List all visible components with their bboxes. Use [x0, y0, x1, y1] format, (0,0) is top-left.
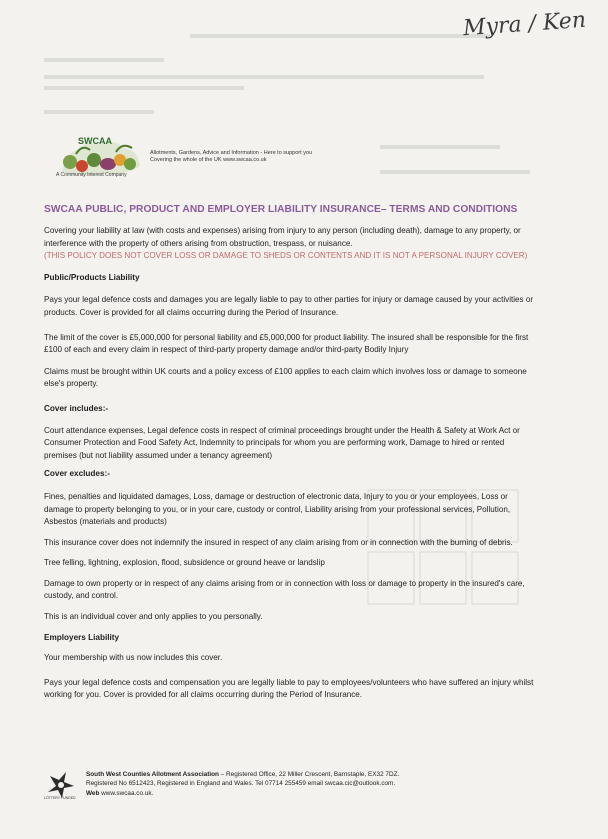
employers-paragraph-2: Pays your legal defence costs and compensation you are legally liable to pay to employees/volunteers who have suffered an injury whilst working for you. Cover is provided for all claims occurring during the Period of Insurance.: [44, 677, 534, 700]
footer: [44, 770, 544, 810]
document-title: SWCAA PUBLIC, PRODUCT AND EMPLOYER LIABILITY INSURANCE– TERMS AND CONDITIONS: [44, 204, 518, 215]
footer-web-label: Web: [86, 789, 100, 797]
logo-line-1: Allotments, Gardens, Advice and Information - Here to support you: [150, 150, 313, 156]
public-paragraph-3: Claims must be brought within UK courts and a policy excess of £100 applies to each claim which involves loss or damage to someone else's property.: [44, 366, 527, 389]
footer-web-url: www.swcaa.co.uk.: [99, 789, 154, 797]
footer-line-1: [86, 770, 399, 779]
includes-paragraph: Court attendance expenses, Legal defence costs in respect of criminal proceedings brought under the Health & Safety at Work Act or Consumer Protection and Food Safety Act, Indemnity to principals for whom you are performing work, Damage to hired or rented premises (but not liability assumed under a tenancy agreement): [44, 425, 520, 460]
footer-line-3: [86, 789, 399, 798]
heading-cover-excludes: Cover excludes:-: [44, 469, 110, 479]
heading-cover-includes: Cover includes:-: [44, 403, 109, 413]
public-paragraph-2: The limit of the cover is £5,000,000 for personal liability and £5,000,000 for product liability. The insured shall be responsible for the first £100 of each and every claim in respect of third-party property damage and/or third-party Bodily Injury: [44, 332, 529, 355]
excludes-paragraph-3: Tree felling, lightning, explosion, flood, subsidence or ground heave or landslip: [44, 558, 325, 568]
footer-office: – Registered Office, 22 Miller Crescent, Barnstaple, EX32 7DZ.: [218, 771, 400, 778]
intro-exclusion-note: (THIS POLICY DOES NOT COVER LOSS OR DAMAGE TO SHEDS OR CONTENTS AND IT IS NOT A PERSONAL INJURY COVER): [44, 251, 528, 261]
excludes-paragraph-4: Damage to own property or in respect of any claims arising from or in connection with loss or damage to property in the insured's care, custody, and control.: [44, 578, 525, 601]
public-paragraph-1: Pays your legal defence costs and damages you are legally liable to pay to other parties for injury or damage caused by your activities or products. Cover is provided for all claims occurring during the Period of Insurance.: [44, 295, 534, 317]
intro-paragraph: [44, 225, 534, 263]
logo-line-2: Covering the whole of the UK www.swcaa.co.uk: [150, 157, 267, 163]
terms-content: [44, 204, 534, 702]
employers-paragraph-1: Your membership with us now includes this cover.: [44, 653, 223, 663]
logo-wordmark: SWCAA: [78, 136, 112, 146]
footer-address: [86, 770, 399, 798]
excludes-paragraph-1: Fines, penalties and liquidated damages, Loss, damage or destruction of electronic data, Injury to you or your employees, Loss or damage to property belonging to you, or in your care, custody or control, Liability arising from your professional services, Pollution, Asbestos (materials and products): [44, 491, 511, 527]
lottery-funded-label: LOTTERY FUNDED: [44, 796, 76, 800]
swcaa-logo-block: [52, 132, 372, 182]
heading-employers-liability: Employers Liability: [44, 632, 120, 642]
excludes-paragraph-5: This is an individual cover and only applies to you personally.: [44, 612, 263, 622]
footer-org-name: South West Counties Allotment Association: [86, 771, 219, 778]
excludes-paragraph-2: This insurance cover does not indemnify the insured in respect of any claim arising from or in connection with the burning of debris.: [44, 537, 513, 547]
intro-text: Covering your liability at law (with costs and expenses) arising from injury to any person (including death), damage to any property, or interference with the property of others arising from obstruction, trespass, or nuisance.: [44, 226, 521, 248]
footer-line-2: Registered No 6512423, Registered in England and Wales. Tel 07714 255459 email swcaa.cic@outlook.com.: [86, 780, 396, 788]
logo-tagline: A Community Interest Company: [56, 172, 127, 178]
handwritten-note: Myra / Ken: [462, 7, 587, 42]
logo-description: [150, 150, 312, 164]
heading-public-products: Public/Products Liability: [44, 272, 140, 282]
